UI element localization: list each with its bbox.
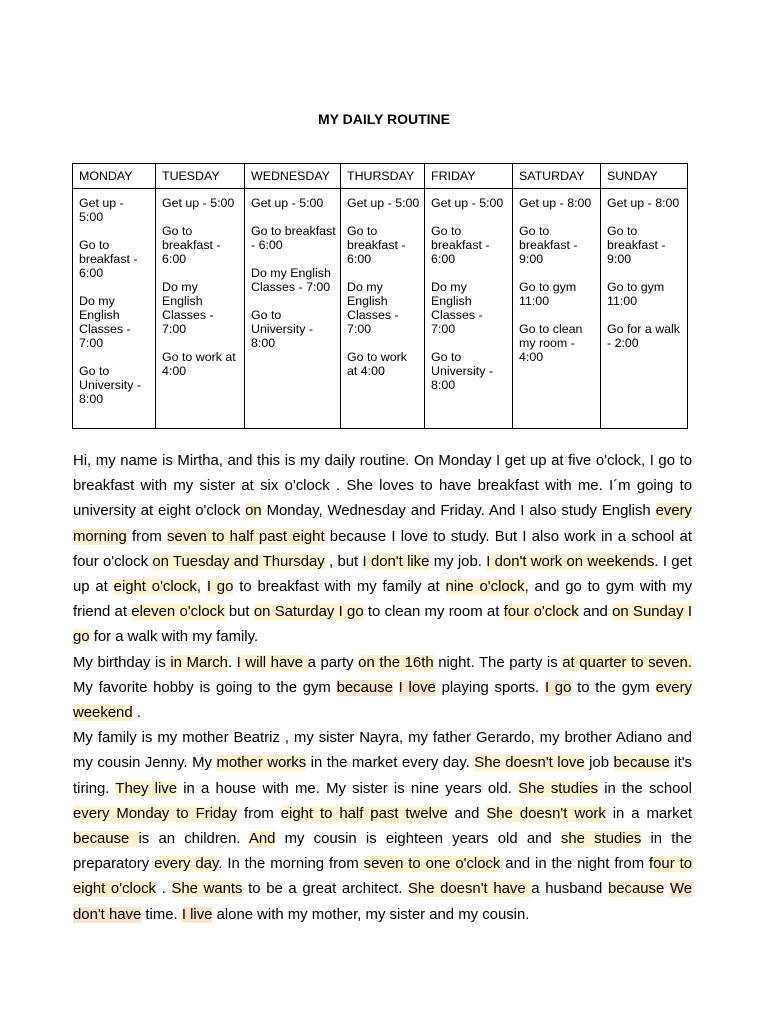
highlighted-phrase: We don't have [73,881,693,923]
day-header-friday: FRIDAY [425,164,513,189]
highlighted-phrase: She wants [171,881,243,898]
text-segment: . I get up at [73,553,693,596]
day-cell-thursday [341,189,425,429]
table-body-row [73,189,688,429]
highlighted-phrase: because [607,881,665,898]
highlighted-phrase: I go [544,679,572,696]
routine-text [73,449,692,928]
routine-entry: Go to work at 4:00 [162,350,236,378]
routine-entry: Do my English Classes - 7:00 [431,280,483,336]
paragraph [73,651,692,727]
day-cell-tuesday [156,189,245,429]
page-title: MY DAILY ROUTINE [318,111,450,127]
text-segment: job [584,755,614,772]
highlighted-phrase: on Sunday I go [73,604,692,646]
highlighted-phrase: She doesn't work [486,805,606,822]
highlighted-phrase: I go [206,579,234,596]
text-segment [393,680,399,696]
text-segment: My favorite hobby is going to the gym [73,679,337,696]
text-segment: Hi, my name is Mirtha, and this is my daily routine. On Monday I get up at five o'clock, I go to breakfast with my sister at six o'clock . She loves to have breakfast with me. I´m going to university at eight o'clock [73,453,692,520]
text-segment: alone with my mother, my sister and my cousin. [212,906,530,923]
highlighted-phrase: every weekend [73,679,692,722]
text-segment: , [196,579,207,596]
paragraph [73,726,692,928]
highlighted-phrase: on Saturday I go [253,604,364,621]
text-segment: it's tiring. [73,755,692,797]
day-header-wednesday: WEDNESDAY [245,164,341,189]
highlighted-phrase: I don't work on weekends [486,553,655,570]
highlighted-phrase: because [613,755,670,772]
highlighted-phrase: She doesn't love [474,755,585,772]
text-segment: My family is my mother Beatriz , my sister Nayra, my father Gerardo, my brother Adiano and my cousin Jenny. My [73,730,692,772]
day-cell-monday [73,189,156,429]
highlighted-phrase: because [336,679,393,696]
routine-entry: Go to breakfast - 9:00 [519,224,578,266]
routine-entry: Go for a walk - 2:00 [607,322,680,350]
day-header-monday: MONDAY [73,164,156,189]
routine-entry: Get up - 8:00 [607,196,680,210]
routine-entry: Go to breakfast - 6:00 [79,238,138,280]
routine-entry: Go to breakfast - 9:00 [607,224,666,266]
highlighted-phrase: she studies [560,831,642,848]
day-cell-wednesday [245,189,341,429]
routine-entry: Go to work at 4:00 [347,350,407,378]
routine-entry: Get up - 5:00 [251,196,324,210]
text-segment: from [126,528,168,545]
highlighted-phrase: at quarter to seven. [562,654,692,671]
highlighted-phrase: every morning [73,503,693,545]
text-segment: My birthday is [73,654,171,671]
routine-entry: Get up - 5:00 [162,196,235,210]
highlighted-phrase: every day [154,856,219,873]
routine-entry: Do my English Classes - 7:00 [347,280,399,336]
day-cell-saturday [513,189,601,429]
routine-entry: Get up - 5:00 [431,196,504,210]
highlighted-phrase: on Tuesday and Thursday [152,553,325,570]
highlighted-phrase: four o'clock [503,604,579,621]
routine-entry: Go to University - 8:00 [431,350,493,392]
routine-entry: Go to University - 8:00 [79,364,141,406]
highlighted-phrase: I live [181,906,213,923]
text-segment: but [224,604,254,621]
text-segment: my cousin is eighteen years old and [275,831,561,848]
day-cell-friday [425,189,513,429]
routine-table [72,163,688,429]
routine-entry: Get up - 5:00 [347,196,420,210]
highlighted-phrase: And [248,831,276,848]
routine-entry: Go to gym 11:00 [607,280,665,308]
text-segment: to breakfast with my family at [233,579,446,596]
text-segment: a husband [531,881,608,898]
highlighted-phrase: I will have [236,654,308,671]
text-segment: in a market [605,805,692,822]
routine-entry: Go to gym 11:00 [519,280,577,308]
highlighted-phrase: eight to half past twelve [280,805,448,822]
paragraph [73,449,692,651]
routine-entry: Go to breakfast - 6:00 [251,224,336,252]
table-header-row [73,164,688,189]
highlighted-phrase: four to eight o'clock [73,856,692,898]
routine-entry: Get up - 8:00 [519,196,592,210]
highlighted-phrase: seven to one o'clock [363,856,501,873]
text-segment: in the market every day. [306,755,475,772]
text-segment: a party [307,654,359,671]
routine-entry: Go to breakfast - 6:00 [431,224,490,266]
text-segment: in the preparatory [73,831,692,873]
highlighted-phrase: She doesn't have [407,881,532,898]
highlighted-phrase: eleven o'clock [131,604,225,621]
day-header-tuesday: TUESDAY [156,164,245,189]
routine-entry: Go to clean my room - 4:00 [519,322,583,364]
highlighted-phrase: in March [170,654,228,671]
highlighted-phrase: mother works [216,755,307,772]
text-segment: . [132,705,141,722]
text-segment: Monday, Wednesday and Friday. And I also study English [261,503,656,520]
text-segment: because I love to study. But I also work in a school at four o'clock [73,528,692,570]
highlighted-phrase: I don't like [362,553,430,570]
text-segment: and [578,604,613,621]
routine-entry: Go to University - 8:00 [251,308,313,350]
text-segment: , but [324,553,363,570]
day-header-sunday: SUNDAY [601,164,688,189]
text-segment: night. The party is [433,654,563,671]
text-segment: to be a great architect. [242,881,408,898]
highlighted-phrase: because [73,831,139,848]
day-header-saturday: SATURDAY [513,164,601,189]
routine-entry: Go to breakfast - 6:00 [347,224,406,266]
text-segment: and in the night from [500,856,650,873]
routine-entry: Get up - 5:00 [79,196,124,224]
highlighted-phrase: seven to half past eight [167,528,325,545]
highlighted-phrase: They live [115,780,178,797]
text-segment: . In the morning from [218,856,364,873]
highlighted-phrase: She studies [518,780,599,797]
text-segment: my job. [429,553,487,570]
highlighted-phrase: I love [398,679,436,696]
routine-entry: Go to breakfast - 6:00 [162,224,221,266]
text-segment: playing sports. [435,679,545,696]
text-segment: to clean my room at [363,604,504,621]
text-segment: is an children. [138,831,249,848]
routine-entry: Do my English Classes - 7:00 [251,266,331,294]
highlighted-phrase: on the 16th [358,654,434,671]
text-segment: . [227,654,237,671]
text-segment: to the gym [571,679,656,696]
text-segment: in the school [598,780,692,797]
highlighted-phrase: every Monday to Friday [73,805,238,822]
text-segment: . [156,881,172,898]
highlighted-phrase: on [245,503,262,520]
highlighted-phrase: nine o'clock [445,579,525,596]
text-segment: from [237,805,281,822]
day-cell-sunday [601,189,688,429]
text-segment: and [447,805,487,822]
routine-entry: Do my English Classes - 7:00 [162,280,214,336]
text-segment: in a house with me. My sister is nine years old. [177,780,519,797]
text-segment: time. [141,906,182,923]
highlighted-phrase: eight o'clock [113,579,197,596]
text-segment: , and go to gym with my friend at [73,579,693,621]
day-header-thursday: THURSDAY [341,164,425,189]
routine-entry: Do my English Classes - 7:00 [79,294,131,350]
text-segment: for a walk with my family. [89,629,259,646]
